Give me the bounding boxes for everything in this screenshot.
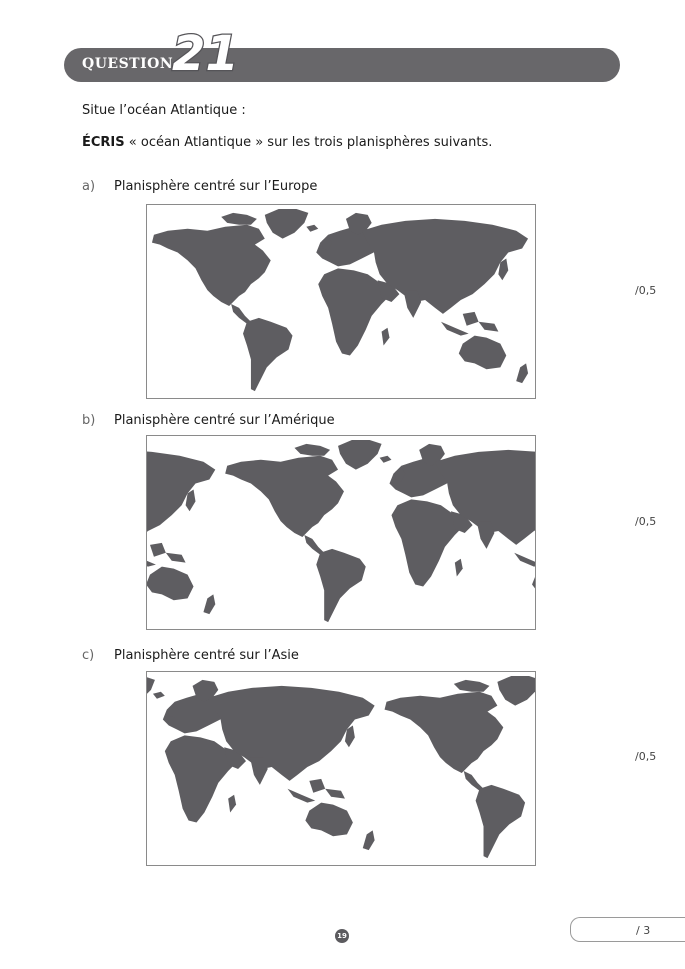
item-a-marker: a) [82, 179, 96, 194]
new-zealand-landmass [516, 363, 528, 383]
north-america-landmass [152, 225, 271, 306]
item-a-score: /0,5 [635, 284, 657, 297]
south-america-landmass [243, 318, 292, 391]
instruction-line-2 [82, 135, 492, 150]
world-map-asia [147, 672, 535, 865]
new-guinea-landmass [166, 553, 186, 563]
total-score: / 3 [636, 924, 651, 937]
item-b-label: Planisphère centré sur l’Amérique [114, 413, 335, 428]
central-america-landmass [231, 304, 251, 324]
india-landmass [250, 757, 268, 785]
sumatra-java-landmass [514, 553, 535, 567]
item-c-marker: c) [82, 648, 95, 663]
item-c-score: /0,5 [635, 750, 657, 763]
madagascar-landmass [455, 559, 463, 577]
india-landmass [403, 290, 421, 318]
north-america-landmass [225, 456, 344, 537]
borneo-landmass [309, 779, 325, 793]
borneo-landmass [150, 543, 166, 557]
instruction-verb: ÉCRIS [82, 135, 125, 150]
north-america-landmass [385, 692, 504, 773]
south-america-landmass [316, 549, 365, 622]
instruction-line-1: Situe l’océan Atlantique : [82, 103, 246, 118]
new-guinea-landmass [479, 322, 499, 332]
new-guinea-landmass [325, 789, 345, 799]
instruction-rest: « océan Atlantique » sur les trois planisphères suivants. [124, 135, 493, 150]
question-label: QUESTION [82, 56, 174, 72]
borneo-landmass [463, 312, 479, 326]
asia-landmass [147, 450, 215, 545]
central-america-landmass [304, 535, 324, 555]
world-map-america [147, 436, 535, 629]
australia-landmass [459, 336, 507, 370]
australia-landmass [305, 803, 353, 837]
iceland-landmass [306, 225, 318, 232]
item-c-label: Planisphère centré sur l’Asie [114, 648, 299, 663]
item-b-score: /0,5 [635, 515, 657, 528]
map-america-centered[interactable] [146, 435, 536, 630]
item-b-marker: b) [82, 413, 96, 428]
page-number-badge: 19 [335, 929, 349, 943]
madagascar-landmass [382, 328, 390, 346]
australia-landmass [532, 567, 535, 601]
iceland-landmass [380, 456, 392, 463]
total-score-box [570, 917, 685, 942]
map-europe-centered[interactable] [146, 204, 536, 399]
sumatra-java-landmass [441, 322, 469, 336]
sumatra-java-landmass [288, 789, 316, 803]
map-asia-centered[interactable] [146, 671, 536, 866]
world-map-europe [147, 205, 535, 398]
greenland-landmass [338, 440, 382, 470]
madagascar-landmass [228, 795, 236, 813]
canadian-arctic-landmass [454, 680, 490, 692]
item-a-label: Planisphère centré sur l’Europe [114, 179, 318, 194]
south-america-landmass [476, 785, 525, 858]
canadian-arctic-landmass [294, 444, 330, 456]
question-number: 21 [172, 26, 239, 82]
iceland-landmass [153, 692, 165, 699]
greenland-landmass [265, 209, 309, 239]
greenland-landmass [497, 676, 535, 706]
new-zealand-landmass [203, 594, 215, 614]
greenland-landmass [147, 676, 155, 706]
central-america-landmass [464, 771, 484, 791]
canadian-arctic-landmass [221, 213, 257, 225]
australia-landmass [147, 567, 194, 601]
india-landmass [477, 521, 495, 549]
new-zealand-landmass [363, 830, 375, 850]
